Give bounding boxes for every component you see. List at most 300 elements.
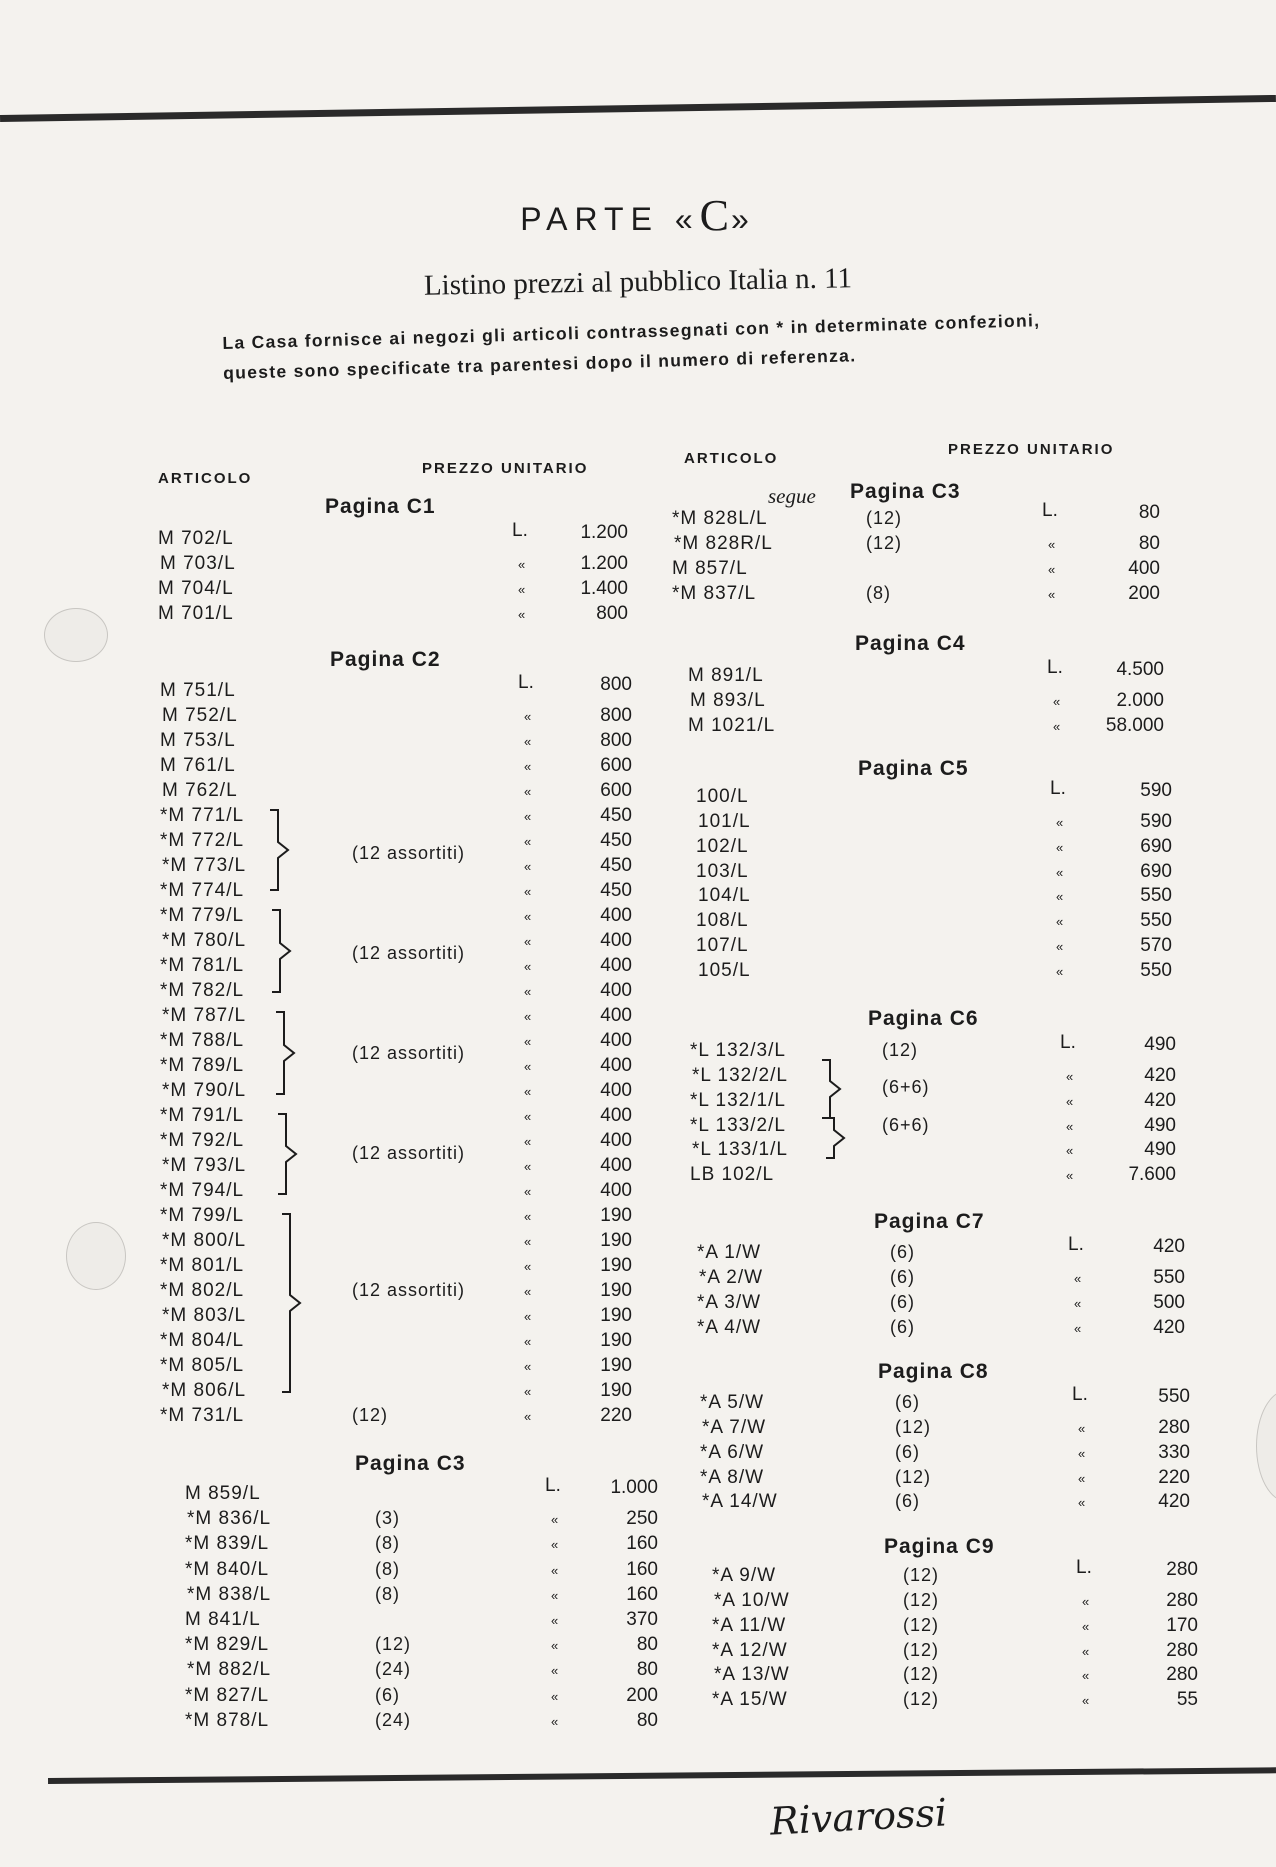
ditto-mark: «	[524, 859, 532, 874]
article-code: *A 3/W	[697, 1291, 762, 1313]
group-brace	[282, 1214, 300, 1392]
article-code: *M 827/L	[185, 1684, 270, 1706]
ditto-mark: «	[518, 607, 526, 622]
article-code: M 1021/L	[688, 714, 776, 736]
currency-label: L.	[1060, 1032, 1076, 1053]
unit-price: 280	[1158, 1416, 1190, 1438]
unit-price: 450	[600, 830, 632, 851]
ditto-mark: «	[524, 1059, 532, 1074]
article-code: *A 8/W	[700, 1466, 765, 1488]
ditto-mark: «	[524, 1109, 532, 1124]
group-brace	[276, 1012, 294, 1094]
ditto-mark: «	[524, 1159, 532, 1174]
unit-price: 550	[1153, 1266, 1185, 1288]
unit-price: 450	[600, 805, 632, 826]
unit-price: 570	[1140, 935, 1172, 957]
pack-size: (8)	[375, 1533, 400, 1554]
header-articolo-right: ARTICOLO	[684, 450, 779, 467]
unit-price: 160	[626, 1583, 658, 1605]
unit-price: 400	[600, 1080, 632, 1101]
pack-size: (12 assortiti)	[352, 842, 466, 863]
unit-price: 80	[636, 1634, 658, 1656]
pack-size: (8)	[375, 1583, 400, 1604]
header-prezzo-left: PREZZO UNITARIO	[422, 460, 589, 477]
unit-price: 800	[600, 730, 632, 751]
ditto-mark: «	[1082, 1643, 1090, 1659]
article-code: 107/L	[696, 935, 749, 957]
ditto-mark: «	[1078, 1470, 1086, 1486]
article-code: *M 837/L	[672, 582, 757, 604]
article-code: *M 829/L	[185, 1634, 270, 1656]
currency-label: L.	[1068, 1234, 1084, 1255]
ditto-mark: «	[524, 734, 532, 749]
article-code: *M 801/L	[160, 1255, 245, 1276]
unit-price: 600	[600, 755, 632, 776]
ditto-mark: «	[524, 984, 532, 999]
article-code: *M 799/L	[160, 1205, 245, 1226]
unit-price: 550	[1140, 910, 1172, 932]
ditto-mark: «	[1074, 1270, 1082, 1286]
ditto-mark: «	[524, 809, 532, 824]
article-code: *M 790/L	[162, 1080, 247, 1101]
ditto-mark: «	[1066, 1168, 1074, 1184]
unit-price: 400	[600, 1180, 632, 1201]
unit-price: 450	[600, 880, 632, 901]
article-code: *A 7/W	[702, 1416, 767, 1438]
article-code: 101/L	[698, 810, 751, 832]
article-code: M 751/L	[160, 680, 236, 701]
unit-price: 420	[1153, 1236, 1185, 1257]
unit-price: 490	[1144, 1114, 1176, 1136]
article-code: *M 800/L	[162, 1230, 247, 1251]
article-code: *M 805/L	[160, 1355, 245, 1376]
unit-price: 190	[600, 1280, 632, 1301]
unit-price: 80	[1138, 502, 1160, 523]
pack-size: (12)	[375, 1634, 412, 1655]
pack-size: (12)	[866, 508, 903, 528]
ditto-mark: «	[524, 1009, 532, 1024]
price-list-subtitle: Listino prezzi al pubblico Italia n. 11	[423, 262, 853, 302]
pack-size: (6)	[895, 1491, 920, 1512]
ditto-mark: «	[551, 1562, 559, 1578]
article-code: *M 804/L	[160, 1330, 245, 1351]
article-code: *A 13/W	[714, 1664, 790, 1686]
ditto-mark: «	[551, 1512, 559, 1528]
article-code: *M 789/L	[160, 1055, 245, 1076]
unit-price: 800	[600, 674, 632, 695]
article-code: *M 840/L	[185, 1558, 270, 1580]
article-code: M 761/L	[160, 755, 236, 776]
right-section-title: Pagina C8	[878, 1360, 989, 1383]
unit-price: 250	[626, 1508, 658, 1530]
unit-price: 420	[1144, 1089, 1176, 1111]
right-section-title: Pagina C5	[858, 757, 969, 780]
article-code: *M 787/L	[162, 1005, 247, 1026]
group-brace	[278, 1114, 296, 1194]
bottom-rule	[48, 1767, 1276, 1784]
unit-price: 420	[1153, 1316, 1185, 1338]
article-code: *A 11/W	[712, 1614, 787, 1636]
pack-size: (12)	[895, 1466, 932, 1487]
ditto-mark: «	[1056, 839, 1064, 855]
article-code: *L 132/2/L	[692, 1064, 788, 1086]
ditto-mark: «	[524, 1409, 532, 1424]
group-brace	[272, 910, 290, 992]
title-letter: C	[699, 191, 731, 240]
title-close-quote: »	[730, 201, 756, 237]
title-open-quote: «	[674, 201, 700, 237]
pack-size: (12)	[903, 1664, 940, 1685]
ditto-mark: «	[524, 1259, 532, 1274]
ditto-mark: «	[1078, 1420, 1086, 1436]
unit-price: 490	[1144, 1139, 1176, 1161]
unit-price: 7.600	[1128, 1164, 1176, 1186]
ditto-mark: «	[524, 1034, 532, 1049]
article-code: M 841/L	[185, 1609, 261, 1630]
unit-price: 160	[626, 1533, 658, 1555]
segue-label: segue	[768, 484, 816, 508]
ditto-mark: «	[551, 1638, 559, 1654]
ditto-mark: «	[524, 1084, 532, 1099]
unit-price: 280	[1166, 1589, 1198, 1611]
pack-size: (12 assortiti)	[352, 1280, 466, 1300]
ditto-mark: «	[551, 1537, 559, 1553]
ditto-mark: «	[1066, 1068, 1074, 1084]
ditto-mark: «	[524, 1334, 532, 1349]
ditto-mark: «	[1082, 1693, 1090, 1709]
ditto-mark: «	[524, 784, 532, 799]
unit-price: 800	[600, 705, 632, 726]
article-code: *A 5/W	[700, 1392, 765, 1413]
ditto-mark: «	[1048, 586, 1056, 602]
ditto-mark: «	[524, 934, 532, 949]
unit-price: 400	[600, 1005, 632, 1026]
article-code: *A 14/W	[702, 1491, 778, 1513]
unit-price: 590	[1140, 780, 1172, 801]
unit-price: 400	[600, 1055, 632, 1076]
article-code: M 891/L	[688, 665, 764, 686]
pack-size: (6)	[890, 1242, 915, 1262]
punch-hole	[44, 608, 108, 662]
article-code: *M 882/L	[187, 1659, 272, 1681]
pack-size: (12)	[866, 532, 903, 553]
pack-size: (12)	[352, 1405, 389, 1425]
unit-price: 400	[600, 905, 632, 926]
unit-price: 400	[600, 1155, 632, 1176]
unit-price: 330	[1158, 1441, 1190, 1463]
unit-price: 55	[1176, 1689, 1198, 1711]
ditto-mark: «	[524, 1384, 532, 1399]
unit-price: 220	[1158, 1466, 1190, 1488]
article-code: 108/L	[696, 910, 749, 932]
article-code: M 703/L	[160, 553, 236, 574]
currency-label: L.	[1042, 500, 1058, 521]
ditto-mark: «	[1078, 1495, 1086, 1511]
currency-label: L.	[1050, 778, 1066, 799]
article-code: M 762/L	[162, 780, 238, 801]
article-code: *A 6/W	[700, 1441, 765, 1463]
pack-size: (12)	[903, 1614, 940, 1635]
article-code: *M 779/L	[160, 905, 245, 926]
article-code: *M 772/L	[160, 830, 245, 851]
ditto-mark: «	[524, 959, 532, 974]
pack-size: (6+6)	[882, 1114, 930, 1135]
article-code: *M 828L/L	[672, 508, 768, 529]
article-code: M 859/L	[185, 1483, 261, 1504]
article-code: *M 731/L	[160, 1405, 245, 1426]
article-code: *A 1/W	[697, 1242, 762, 1263]
article-code: *M 773/L	[162, 855, 247, 876]
article-code: *M 839/L	[185, 1533, 270, 1555]
pack-size: (8)	[866, 582, 891, 603]
unit-price: 1.000	[610, 1477, 658, 1498]
unit-price: 4.500	[1116, 659, 1164, 680]
article-code: *M 791/L	[160, 1105, 245, 1126]
pack-size: (6)	[895, 1441, 920, 1462]
unit-price: 190	[600, 1355, 632, 1376]
ditto-mark: «	[524, 709, 532, 724]
unit-price: 370	[626, 1609, 658, 1630]
ditto-mark: «	[551, 1613, 559, 1628]
pack-size: (8)	[375, 1558, 400, 1579]
unit-price: 160	[626, 1558, 658, 1580]
unit-price: 800	[596, 603, 628, 624]
unit-price: 280	[1166, 1559, 1198, 1580]
pack-size: (3)	[375, 1508, 400, 1529]
right-section-title: Pagina C6	[868, 1007, 979, 1030]
pack-size: (6)	[890, 1291, 915, 1312]
currency-label: L.	[1076, 1557, 1092, 1578]
ditto-mark: «	[524, 1134, 532, 1149]
unit-price: 400	[600, 930, 632, 951]
article-code: *L 132/3/L	[690, 1040, 786, 1061]
currency-label: L.	[518, 672, 534, 693]
group-brace	[270, 810, 288, 890]
unit-price: 190	[600, 1230, 632, 1251]
unit-price: 490	[1144, 1034, 1176, 1055]
article-code: LB 102/L	[690, 1164, 775, 1186]
ditto-mark: «	[1082, 1668, 1090, 1684]
unit-price: 1.200	[580, 553, 628, 574]
article-code: *L 133/2/L	[690, 1114, 786, 1136]
right-section-title: Pagina C3	[850, 480, 961, 503]
ditto-mark: «	[1056, 914, 1064, 930]
unit-price: 500	[1153, 1291, 1185, 1313]
ditto-mark: «	[524, 1309, 532, 1324]
ditto-mark: «	[1066, 1143, 1074, 1159]
unit-price: 2.000	[1116, 689, 1164, 711]
pack-size: (6)	[890, 1316, 915, 1337]
left-section-title: Pagina C2	[330, 648, 441, 671]
punch-hole	[66, 1222, 126, 1290]
article-code: 105/L	[698, 959, 751, 981]
article-code: *M 780/L	[162, 930, 247, 951]
header-articolo-left: ARTICOLO	[158, 470, 253, 487]
unit-price: 80	[1138, 532, 1160, 554]
article-code: 100/L	[696, 786, 749, 807]
article-code: *M 782/L	[160, 980, 245, 1001]
article-code: *M 794/L	[160, 1180, 245, 1201]
article-code: *M 781/L	[160, 955, 245, 976]
ditto-mark: «	[1066, 1093, 1074, 1109]
article-code: *M 803/L	[162, 1305, 247, 1326]
pack-size: (12)	[903, 1689, 940, 1710]
unit-price: 190	[600, 1255, 632, 1276]
punch-hole	[1256, 1390, 1276, 1502]
ditto-mark: «	[1056, 864, 1064, 880]
currency-label: L.	[1047, 657, 1063, 678]
article-code: 103/L	[696, 860, 749, 882]
unit-price: 600	[600, 780, 632, 801]
ditto-mark: «	[551, 1663, 559, 1679]
article-code: M 893/L	[690, 689, 766, 711]
article-code: *A 10/W	[714, 1589, 790, 1611]
ditto-mark: «	[524, 1234, 532, 1249]
article-code: *M 792/L	[160, 1130, 245, 1151]
article-code: *A 4/W	[697, 1316, 762, 1338]
pack-size: (6)	[895, 1392, 920, 1412]
unit-price: 58.000	[1105, 714, 1164, 736]
ditto-mark: «	[524, 1284, 532, 1299]
unit-price: 420	[1144, 1064, 1176, 1086]
group-brace	[822, 1060, 840, 1118]
ditto-mark: «	[1056, 814, 1064, 830]
ditto-mark: «	[1074, 1320, 1082, 1336]
unit-price: 400	[600, 1105, 632, 1126]
article-code: M 701/L	[158, 603, 234, 624]
article-code: *L 133/1/L	[692, 1139, 788, 1161]
article-code: M 857/L	[672, 557, 748, 579]
ditto-mark: «	[1078, 1445, 1086, 1461]
pack-size: (6)	[890, 1266, 915, 1287]
unit-price: 280	[1166, 1639, 1198, 1661]
article-code: *M 828R/L	[674, 532, 773, 554]
article-code: *M 838/L	[187, 1583, 272, 1605]
pack-size: (12)	[903, 1639, 940, 1660]
article-code: *A 12/W	[712, 1639, 788, 1661]
article-code: *A 15/W	[712, 1689, 788, 1711]
article-code: *M 802/L	[160, 1280, 245, 1301]
ditto-mark: «	[524, 1184, 532, 1199]
article-code: *M 771/L	[160, 805, 245, 826]
left-section-title: Pagina C3	[355, 1452, 466, 1475]
pack-size: (6)	[375, 1684, 400, 1705]
header-prezzo-right: PREZZO UNITARIO	[948, 441, 1115, 458]
unit-price: 190	[600, 1205, 632, 1226]
article-code: *A 9/W	[712, 1565, 777, 1586]
left-section-title: Pagina C1	[325, 495, 436, 518]
article-code: *M 806/L	[162, 1380, 247, 1401]
currency-label: L.	[1072, 1384, 1088, 1405]
ditto-mark: «	[1074, 1295, 1082, 1311]
unit-price: 690	[1140, 835, 1172, 857]
unit-price: 400	[1128, 557, 1160, 579]
article-code: *A 2/W	[699, 1266, 764, 1288]
ditto-mark: «	[518, 582, 526, 597]
ditto-mark: «	[518, 557, 526, 572]
article-code: M 753/L	[160, 730, 236, 751]
intro-paragraph: La Casa fornisce ai negozi gli articoli contrassegnati con * in determinate confezioni, queste sono specificate tra parentesi dopo il numero di referenza.	[222, 310, 1041, 383]
ditto-mark: «	[1056, 889, 1064, 905]
unit-price: 400	[600, 1130, 632, 1151]
ditto-mark: «	[551, 1587, 559, 1603]
unit-price: 550	[1140, 959, 1172, 981]
ditto-mark: «	[1056, 963, 1064, 979]
ditto-mark: «	[1056, 939, 1064, 955]
title-prefix: PARTE	[520, 201, 659, 237]
unit-price: 550	[1158, 1386, 1190, 1407]
unit-price: 280	[1166, 1664, 1198, 1686]
ditto-mark: «	[524, 1359, 532, 1374]
unit-price: 400	[600, 1030, 632, 1051]
right-section-title: Pagina C9	[884, 1535, 995, 1558]
ditto-mark: «	[1082, 1618, 1090, 1634]
rivarossi-logo: Rivarossi	[768, 1790, 949, 1844]
ditto-mark: «	[551, 1688, 559, 1704]
ditto-mark: «	[1048, 561, 1056, 577]
pack-size: (12 assortiti)	[352, 942, 466, 963]
unit-price: 200	[626, 1684, 658, 1706]
article-code: *M 836/L	[187, 1508, 272, 1530]
pack-size: (6+6)	[882, 1077, 930, 1098]
unit-price: 400	[600, 980, 632, 1001]
pack-size: (12 assortiti)	[352, 1142, 466, 1163]
unit-price: 80	[636, 1659, 658, 1681]
article-code: 102/L	[696, 835, 749, 857]
ditto-mark: «	[524, 884, 532, 899]
pack-size: (12)	[903, 1589, 940, 1610]
ditto-mark: «	[1053, 693, 1061, 709]
unit-price: 550	[1140, 885, 1172, 907]
ditto-mark: «	[1053, 718, 1061, 734]
pack-size: (12 assortiti)	[352, 1042, 466, 1063]
ditto-mark: «	[524, 1209, 532, 1224]
pack-size: (12)	[903, 1565, 940, 1585]
ditto-mark: «	[551, 1713, 559, 1729]
unit-price: 1.400	[580, 578, 628, 599]
ditto-mark: «	[1066, 1118, 1074, 1134]
article-code: *M 793/L	[162, 1155, 247, 1176]
top-rule	[0, 95, 1276, 122]
unit-price: 690	[1140, 860, 1172, 882]
right-section-title: Pagina C4	[855, 632, 966, 655]
unit-price: 400	[600, 955, 632, 976]
article-code: *M 878/L	[185, 1709, 270, 1731]
unit-price: 190	[600, 1330, 632, 1351]
unit-price: 220	[600, 1405, 632, 1426]
pack-size: (12)	[882, 1040, 919, 1060]
ditto-mark: «	[1048, 536, 1056, 552]
article-code: M 702/L	[158, 528, 234, 549]
currency-label: L.	[512, 520, 528, 541]
unit-price: 200	[1128, 582, 1160, 604]
ditto-mark: «	[524, 834, 532, 849]
unit-price: 190	[600, 1305, 632, 1326]
unit-price: 420	[1158, 1491, 1190, 1513]
article-code: M 752/L	[162, 705, 238, 726]
pack-size: (24)	[375, 1659, 412, 1680]
article-code: *M 788/L	[160, 1030, 245, 1051]
ditto-mark: «	[524, 759, 532, 774]
ditto-mark: «	[524, 909, 532, 924]
pack-size: (12)	[895, 1416, 932, 1437]
unit-price: 80	[636, 1709, 658, 1731]
article-code: 104/L	[698, 885, 751, 907]
unit-price: 190	[600, 1380, 632, 1401]
unit-price: 450	[600, 855, 632, 876]
group-brace	[826, 1118, 844, 1158]
article-code: M 704/L	[158, 578, 234, 599]
